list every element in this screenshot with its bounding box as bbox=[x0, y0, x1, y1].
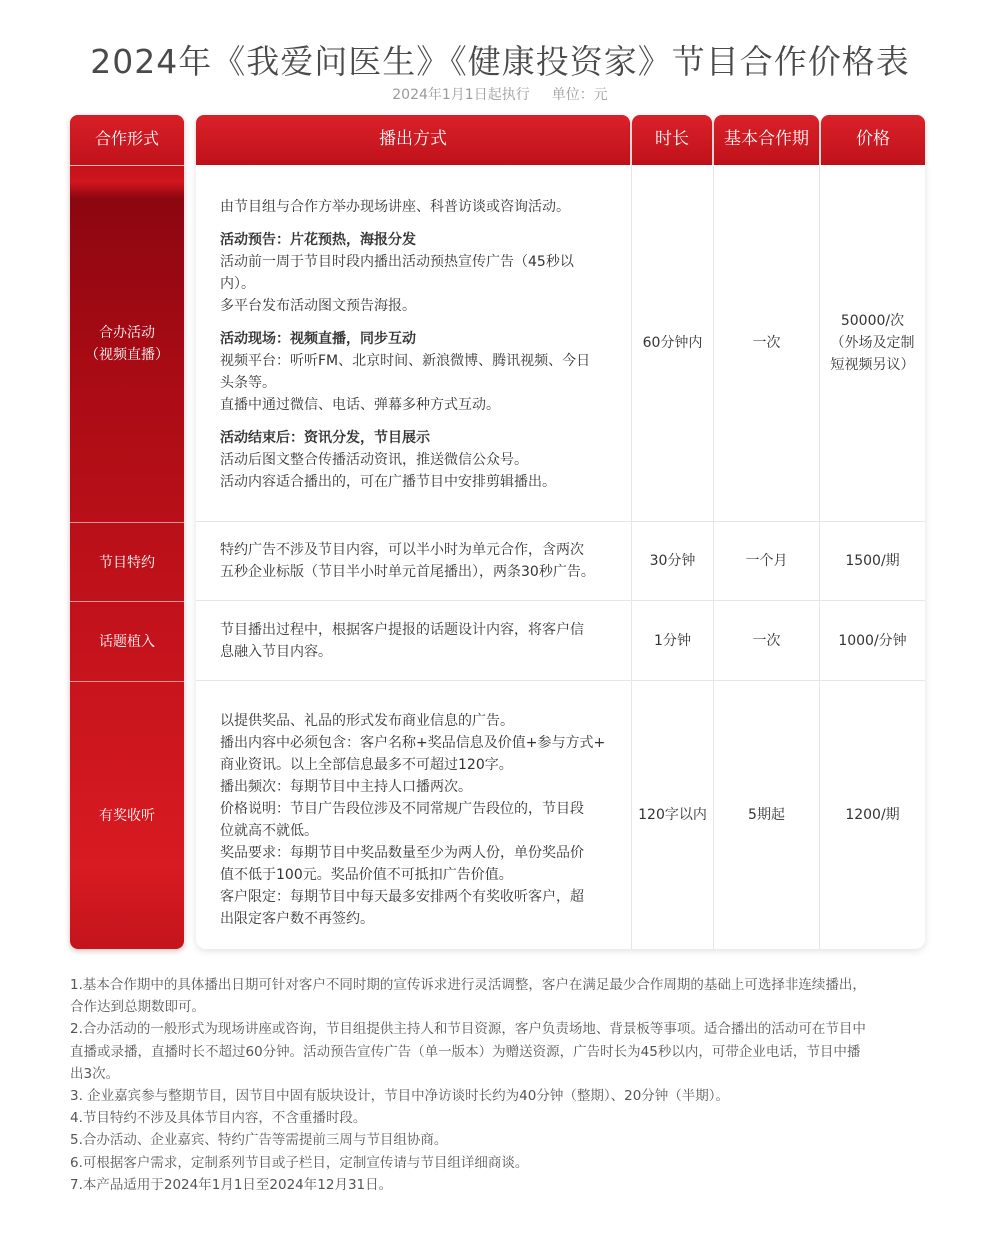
row-joint-event-description bbox=[220, 196, 610, 493]
header-duration: 时长 bbox=[632, 115, 712, 165]
row-prize-listening-duration: 120字以内 bbox=[638, 807, 707, 823]
row-label-sponsorship: 节目特约 bbox=[70, 522, 184, 602]
note-line: 合作达到总期数即可。 bbox=[70, 999, 205, 1016]
footnotes bbox=[70, 974, 930, 1196]
desc-line: 息融入节目内容。 bbox=[220, 644, 332, 660]
desc-line: 节目播出过程中，根据客户提报的话题设计内容，将客户信 bbox=[220, 622, 584, 638]
desc-line: 五秒企业标版（节目半小时单元首尾播出），两条30秒广告。 bbox=[220, 564, 595, 580]
desc-line: 商业资讯。以上全部信息最多不可超过120字。 bbox=[220, 757, 513, 773]
row-sponsorship-duration: 30分钟 bbox=[649, 553, 696, 569]
row-joint-event-price bbox=[820, 165, 925, 521]
row-sponsorship-description bbox=[220, 539, 610, 583]
desc-line: 价格说明：节目广告段位涉及不同常规广告段位的，节目段 bbox=[220, 801, 584, 817]
price-line: 短视频另议） bbox=[830, 357, 915, 373]
header-method: 播出方式 bbox=[196, 115, 630, 165]
header-form: 合作形式 bbox=[70, 115, 184, 166]
note-line: 直播或录播，直播时长不超过60分钟。活动预告宣传广告（单一版本）为赠送资源，广告时长为45秒以内，可带企业电话，节目中播 bbox=[70, 1043, 861, 1060]
page-subtitle bbox=[0, 85, 1000, 105]
desc-line: 位就高不就低。 bbox=[220, 823, 318, 839]
desc-heading: 活动现场：视频直播，同步互动 bbox=[220, 331, 416, 347]
row-topic-placement-description bbox=[220, 619, 610, 663]
row-topic-placement-price: 1000/分钟 bbox=[838, 632, 907, 649]
row-topic-placement-duration: 1分钟 bbox=[654, 632, 691, 649]
desc-line: 活动前一周于节目时段内播出活动预热宣传广告（45秒以 bbox=[220, 254, 574, 270]
desc-heading: 活动结束后：资讯分发，节目展示 bbox=[220, 430, 430, 446]
row-label-topic-placement: 话题植入 bbox=[70, 601, 184, 681]
form-column bbox=[70, 115, 184, 949]
desc-line: 活动内容适合播出的，可在广播节目中安排剪辑播出。 bbox=[220, 474, 556, 490]
desc-line: 出限定客户数不再签约。 bbox=[220, 911, 374, 927]
desc-heading: 活动预告：片花预热，海报分发 bbox=[220, 232, 416, 248]
row-label-prize-listening: 有奖收听 bbox=[70, 681, 184, 949]
desc-line: 头条等。 bbox=[220, 375, 276, 391]
effective-date: 2024年1月1日起执行 bbox=[392, 87, 530, 103]
header-price: 价格 bbox=[821, 115, 925, 165]
desc-line: 多平台发布活动图文预告海报。 bbox=[220, 298, 416, 314]
price-line: 50000/次 bbox=[840, 313, 905, 329]
row-label-joint-event-line2: （视频直播） bbox=[85, 347, 169, 363]
note-line: 4.节目特约不涉及具体节目内容，不含重播时段。 bbox=[70, 1110, 367, 1127]
note-line: 6.可根据客户需求，定制系列节目或子栏目，定制宣传请与节目组详细商谈。 bbox=[70, 1154, 529, 1171]
desc-line: 奖品要求：每期节目中奖品数量至少为两人份，单份奖品价 bbox=[220, 845, 584, 861]
desc-line: 视频平台：听听FM、北京时间、新浪微博、腾讯视频、今日 bbox=[220, 353, 591, 369]
desc-line: 特约广告不涉及节目内容，可以半小时为单元合作，含两次 bbox=[220, 542, 584, 558]
row-prize-listening-price: 1200/期 bbox=[845, 807, 900, 823]
desc-line: 播出内容中必须包含：客户名称+奖品信息及价值+参与方式+ bbox=[220, 735, 606, 751]
desc-line: 活动后图文整合传播活动资讯，推送微信公众号。 bbox=[220, 452, 528, 468]
header-period: 基本合作期 bbox=[714, 115, 819, 165]
desc-line: 播出频次：每期节目中主持人口播两次。 bbox=[220, 779, 472, 795]
price-line: （外场及定制 bbox=[830, 335, 915, 351]
row-topic-placement-period: 一次 bbox=[752, 632, 781, 649]
note-line: 1.基本合作期中的具体播出日期可针对客户不同时期的宣传诉求进行灵活调整，客户在满足最少合作周期的基础上可选择非连续播出， bbox=[70, 977, 866, 993]
note-line: 7.本产品适用于2024年1月1日至2024年12月31日。 bbox=[70, 1176, 393, 1193]
row-joint-event-duration: 60分钟内 bbox=[642, 335, 703, 351]
row-label-joint-event bbox=[70, 165, 184, 522]
desc-line: 值不低于100元。奖品价值不可抵扣广告价值。 bbox=[220, 867, 513, 883]
row-prize-listening-description bbox=[220, 710, 610, 930]
desc-line: 客户限定：每期节目中每天最多安排两个有奖收听客户，超 bbox=[220, 889, 584, 905]
row-sponsorship-period: 一个月 bbox=[745, 553, 788, 569]
desc-line: 以提供奖品、礼品的形式发布商业信息的广告。 bbox=[220, 713, 514, 729]
row-sponsorship-price: 1500/期 bbox=[845, 553, 900, 569]
note-line: 2.合办活动的一般形式为现场讲座或咨询，节目组提供主持人和节目资源，客户负责场地、背景板等事项。适合播出的活动可在节目中 bbox=[70, 1021, 866, 1038]
row-joint-event-period: 一次 bbox=[752, 335, 781, 351]
row-prize-listening-period: 5期起 bbox=[748, 807, 785, 823]
note-line: 3. 企业嘉宾参与整期节目，因节目中固有版块设计，节目中净访谈时长约为40分钟（整期）、20分钟（半期）。 bbox=[70, 1088, 730, 1105]
page-title: 2024年《我爱问医生》《健康投资家》节目合作价格表 bbox=[90, 42, 910, 81]
desc-line: 由节目组与合作方举办现场讲座、科普访谈或咨询活动。 bbox=[220, 199, 570, 215]
desc-line: 内）。 bbox=[220, 276, 255, 292]
currency-unit: 单位：元 bbox=[551, 87, 608, 103]
note-line: 出3次。 bbox=[70, 1065, 120, 1082]
desc-line: 直播中通过微信、电话、弹幕多种方式互动。 bbox=[220, 397, 500, 413]
note-line: 5.合办活动、企业嘉宾、特约广告等需提前三周与节目组协商。 bbox=[70, 1132, 448, 1149]
row-label-joint-event-line1: 合办活动 bbox=[99, 325, 155, 341]
price-table-body bbox=[196, 165, 925, 949]
